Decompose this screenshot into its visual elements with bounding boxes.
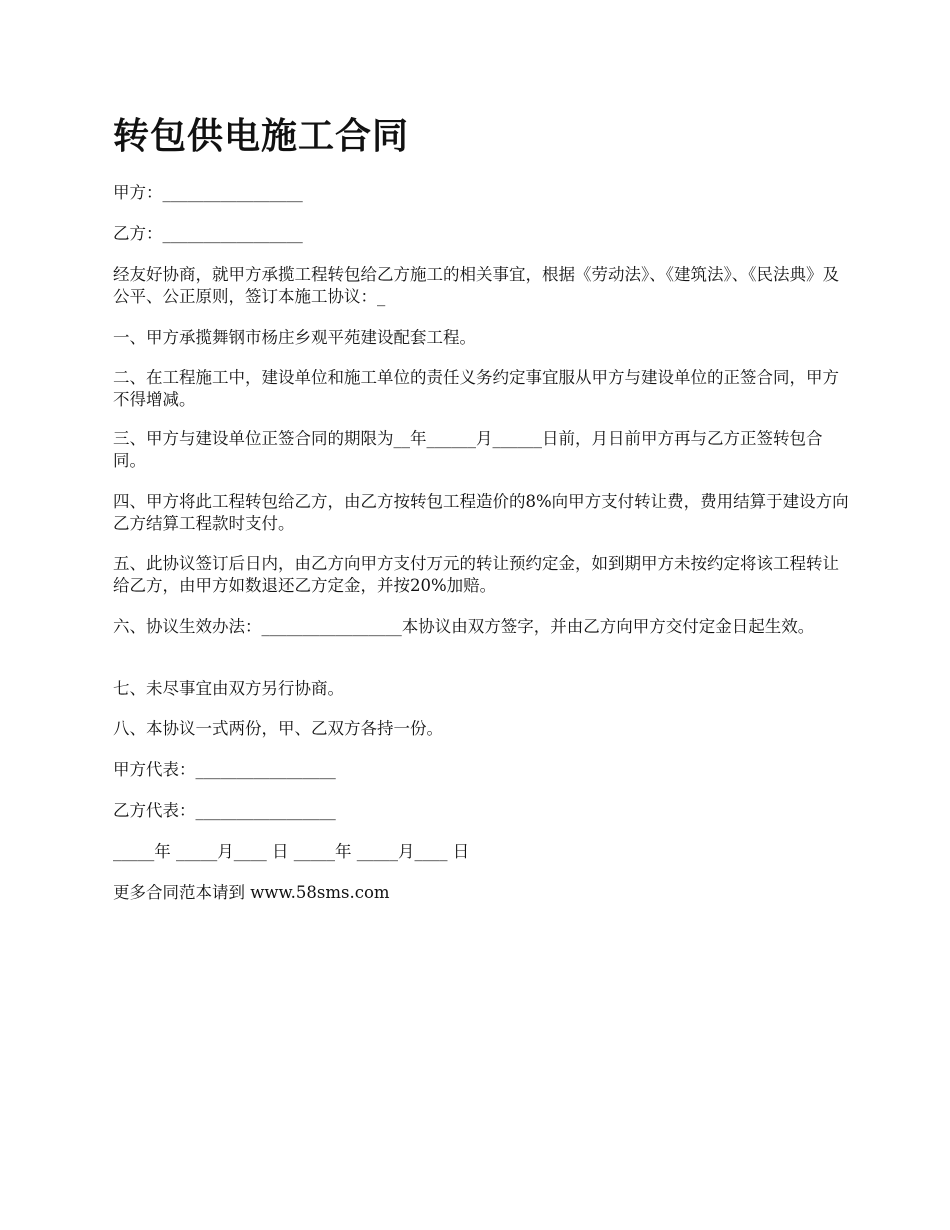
clause-8: 八、本协议一式两份，甲、乙双方各持一份。 [113, 719, 443, 738]
clause-5: 五、此协议签订后日内，由乙方向甲方支付万元的转让预约定金，如到期甲方未按约定将该工程转让给乙方，由甲方如数退还乙方定金，并按20%加赔。 [113, 554, 839, 595]
document-title: 转包供电施工合同 [113, 115, 410, 157]
clause-1: 一、甲方承揽舞钢市杨庄乡观平苑建设配套工程。 [113, 328, 476, 347]
party-b-representative-line: 乙方代表：_________________ [113, 801, 336, 820]
clause-7: 七、未尽事宜由双方另行协商。 [113, 679, 344, 698]
footer-link-text: 更多合同范本请到 www.58sms.com [113, 883, 390, 902]
clause-2: 二、在工程施工中，建设单位和施工单位的责任义务约定事宜服从甲方与建设单位的正签合同，甲方不得增减。 [113, 368, 839, 409]
party-b-line: 乙方：_________________ [113, 224, 303, 243]
clause-6: 六、协议生效办法：_________________本协议由双方签字，并由乙方向甲方交付定金日起生效。 [113, 617, 815, 636]
party-a-representative-line: 甲方代表：_________________ [113, 760, 336, 779]
preamble-paragraph: 经友好协商，就甲方承揽工程转包给乙方施工的相关事宜，根据《劳动法》、《建筑法》、《民法典》及公平、公正原则，签订本施工协议：_ [113, 265, 839, 306]
clause-3: 三、甲方与建设单位正签合同的期限为__年______月______日前，月日前甲方再与乙方正签转包合同。 [113, 429, 823, 470]
party-a-line: 甲方：_________________ [113, 183, 303, 202]
signature-date-line: _____年 _____月____ 日 _____年 _____月____ 日 [113, 842, 470, 861]
clause-4: 四、甲方将此工程转包给乙方，由乙方按转包工程造价的8%向甲方支付转让费，费用结算于建设方向乙方结算工程款时支付。 [113, 492, 849, 533]
